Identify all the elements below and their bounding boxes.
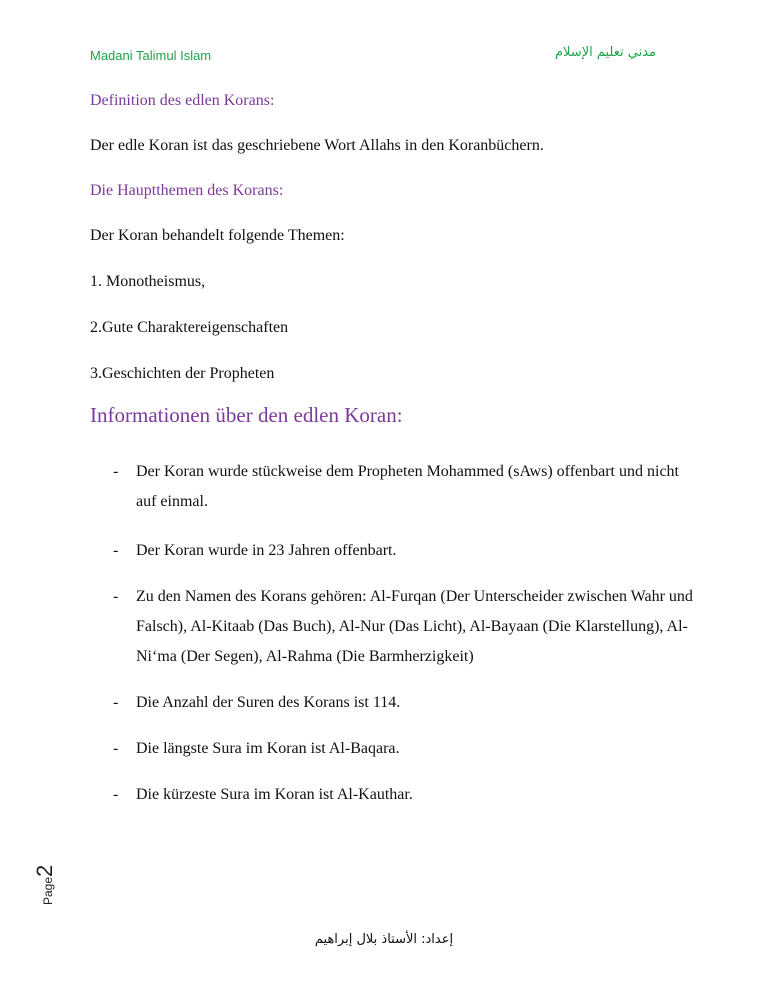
bullet-item <box>113 688 693 718</box>
bullet-dash: - <box>113 542 119 559</box>
definition-heading: Definition des edlen Korans: <box>90 92 275 109</box>
header-right-title: مدني تعليم الإسلام <box>555 45 656 60</box>
bullet-text: Zu den Namen des Korans gehören: Al-Furqan (Der Unterscheider zwischen Wahr und Falsch), Al-Kitaab (Das Buch), Al-Nur (Das Licht), Al-Bayaan (Die Klarstellung), Al-Ni‘ma (Der Segen), Al-Rahma (Die Barmherzigkeit) <box>136 588 693 665</box>
page-number-label <box>32 865 58 905</box>
bullet-text: Die Anzahl der Suren des Korans ist 114. <box>136 694 401 711</box>
bullet-dash: - <box>113 588 119 605</box>
bullet-dash: - <box>113 740 119 757</box>
bullet-item <box>113 734 693 764</box>
page-word: Page <box>41 876 55 905</box>
document-body <box>90 90 690 428</box>
header-left-title: Madani Talimul Islam <box>90 48 212 63</box>
bullet-item <box>113 457 693 517</box>
info-bullet-list <box>113 457 693 810</box>
bullet-text: Die kürzeste Sura im Koran ist Al-Kauthar. <box>136 786 413 803</box>
bullet-dash: - <box>113 463 119 480</box>
info-heading: Informationen über den edlen Koran: <box>90 403 403 427</box>
bullet-dash: - <box>113 786 119 803</box>
themes-heading: Die Hauptthemen des Korans: <box>90 182 284 199</box>
footer-author: إعداد: الأستاذ بلال إبراهيم <box>314 932 454 947</box>
theme-item: 1. Monotheismus, <box>90 273 206 290</box>
bullet-item <box>113 536 693 566</box>
bullet-dash: - <box>113 694 119 711</box>
bullet-text: Die längste Sura im Koran ist Al-Baqara. <box>136 740 400 757</box>
themes-intro: Der Koran behandelt folgende Themen: <box>90 227 345 244</box>
theme-item: 2.Gute Charaktereigenschaften <box>90 319 289 336</box>
bullet-item <box>113 780 693 810</box>
bullet-item <box>113 582 693 672</box>
bullet-text: Der Koran wurde in 23 Jahren offenbart. <box>136 542 397 559</box>
page-number: 2 <box>32 864 57 877</box>
theme-item: 3.Geschichten der Propheten <box>90 365 275 382</box>
bullet-text: Der Koran wurde stückweise dem Propheten Mohammed (sAws) offenbart und nicht auf einmal. <box>136 463 679 510</box>
definition-text: Der edle Koran ist das geschriebene Wort Allahs in den Koranbüchern. <box>90 137 544 154</box>
